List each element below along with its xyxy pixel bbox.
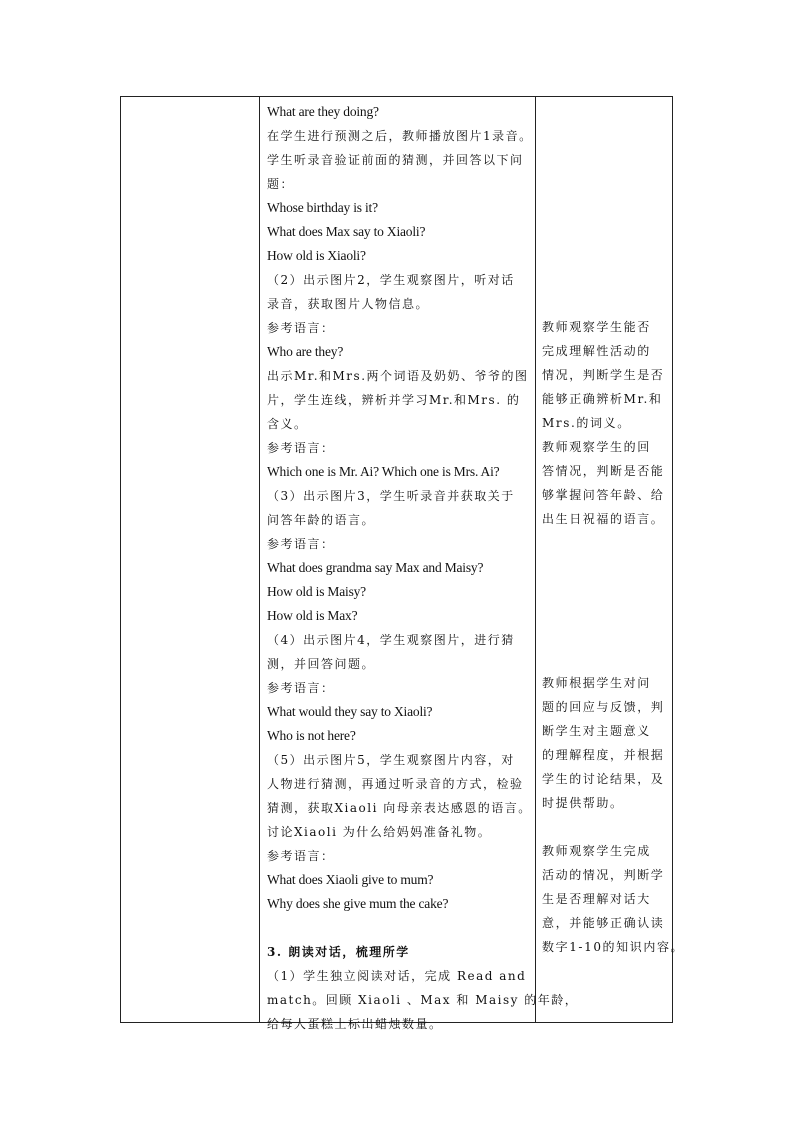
assessment-line: 意，并能够正确认读 bbox=[542, 916, 665, 930]
assessment-line: 教师观察学生的回 bbox=[542, 440, 651, 454]
procedure-line: （4）出示图片4，学生观察图片，进行猜 bbox=[267, 633, 515, 647]
column-divider-right bbox=[535, 97, 536, 1022]
assessment-line: 情况，判断学生是否 bbox=[542, 368, 665, 382]
assessment-line: 教师观察学生能否 bbox=[542, 320, 651, 334]
assessment-line: 答情况，判断是否能 bbox=[542, 464, 665, 478]
assessment-line: 学生的讨论结果，及 bbox=[542, 772, 665, 786]
assessment-line: 完成理解性活动的 bbox=[542, 344, 651, 358]
assessment-line: 的理解程度，并根据 bbox=[542, 748, 665, 762]
procedure-line: Who is not here? bbox=[267, 728, 356, 743]
assessment-note-1 bbox=[542, 315, 672, 531]
procedure-line: 猜测，获取Xiaoli 向母亲表达感恩的语言。 bbox=[267, 801, 532, 815]
assessment-line: 题的回应与反馈，判 bbox=[542, 700, 665, 714]
procedure-line: How old is Maisy? bbox=[267, 584, 366, 599]
procedure-column bbox=[267, 100, 579, 1036]
procedure-line: （3）出示图片3，学生听录音并获取关于 bbox=[267, 489, 515, 503]
procedure-line: Why does she give mum the cake? bbox=[267, 896, 449, 911]
lesson-table bbox=[120, 96, 685, 1031]
assessment-note-3 bbox=[542, 839, 685, 959]
procedure-line: 录音，获取图片人物信息。 bbox=[267, 297, 430, 311]
procedure-line: 测，并回答问题。 bbox=[267, 657, 376, 671]
assessment-note-2 bbox=[542, 671, 672, 815]
procedure-line: 出示Mr.和Mrs.两个词语及奶奶、爷爷的图 bbox=[267, 369, 529, 383]
assessment-line: 能够正确辨析Mr.和 bbox=[542, 392, 663, 406]
procedure-line: 含义。 bbox=[267, 417, 308, 431]
assessment-line: 时提供帮助。 bbox=[542, 796, 624, 810]
procedure-line: （5）出示图片5，学生观察图片内容，对 bbox=[267, 753, 515, 767]
procedure-line: 人物进行猜测，再通过听录音的方式，检验 bbox=[267, 777, 524, 791]
assessment-line: 教师根据学生对问 bbox=[542, 676, 651, 690]
procedure-line: 参考语言： bbox=[267, 537, 335, 551]
procedure-line: What does Max say to Xiaoli? bbox=[267, 224, 426, 239]
procedure-line: 讨论Xiaoli 为什么给妈妈准备礼物。 bbox=[267, 825, 492, 839]
procedure-line: Whose birthday is it? bbox=[267, 200, 378, 215]
blank-line bbox=[267, 916, 529, 940]
procedure-line: match。回顾 Xiaoli 、Max 和 Maisy 的年龄， bbox=[267, 993, 579, 1007]
procedure-line: （2）出示图片2，学生观察图片，听对话 bbox=[267, 273, 515, 287]
assessment-line: 断学生对主题意义 bbox=[542, 724, 651, 738]
procedure-line: 给每人蛋糕上标出蜡烛数量。 bbox=[267, 1017, 443, 1031]
assessment-line: 生是否理解对话大 bbox=[542, 892, 651, 906]
procedure-line: 题： bbox=[267, 177, 295, 191]
section-heading: 3. 朗读对话，梳理所学 bbox=[267, 945, 410, 959]
procedure-line: How old is Xiaoli? bbox=[267, 248, 366, 263]
column-divider-left bbox=[259, 97, 260, 1022]
procedure-line: What does grandma say Max and Maisy? bbox=[267, 560, 484, 575]
assessment-line: 数字1-10的知识内容。 bbox=[542, 940, 685, 954]
assessment-line: 活动的情况，判断学 bbox=[542, 868, 665, 882]
procedure-line: How old is Max? bbox=[267, 608, 358, 623]
assessment-line: 教师观察学生完成 bbox=[542, 844, 651, 858]
procedure-line: 参考语言： bbox=[267, 441, 335, 455]
procedure-line: 参考语言： bbox=[267, 849, 335, 863]
procedure-line: 问答年龄的语言。 bbox=[267, 513, 376, 527]
procedure-line: 参考语言： bbox=[267, 681, 335, 695]
procedure-line: Who are they? bbox=[267, 344, 344, 359]
procedure-line: 在学生进行预测之后，教师播放图片1录音。 bbox=[267, 129, 533, 143]
procedure-line: What would they say to Xiaoli? bbox=[267, 704, 433, 719]
assessment-line: 够掌握问答年龄、给 bbox=[542, 488, 665, 502]
procedure-line: 参考语言： bbox=[267, 321, 335, 335]
procedure-line: Which one is Mr. Ai? Which one is Mrs. Ai? bbox=[267, 464, 500, 479]
procedure-line: What are they doing? bbox=[267, 104, 379, 119]
procedure-line: What does Xiaoli give to mum? bbox=[267, 872, 434, 887]
procedure-line: 片，学生连线，辨析并学习Mr.和Mrs. 的 bbox=[267, 393, 521, 407]
assessment-line: 出生日祝福的语言。 bbox=[542, 512, 665, 526]
procedure-line: （1）学生独立阅读对话，完成 Read and bbox=[267, 969, 527, 983]
procedure-line: 学生听录音验证前面的猜测，并回答以下问 bbox=[267, 153, 524, 167]
assessment-line: Mrs.的词义。 bbox=[542, 416, 631, 430]
